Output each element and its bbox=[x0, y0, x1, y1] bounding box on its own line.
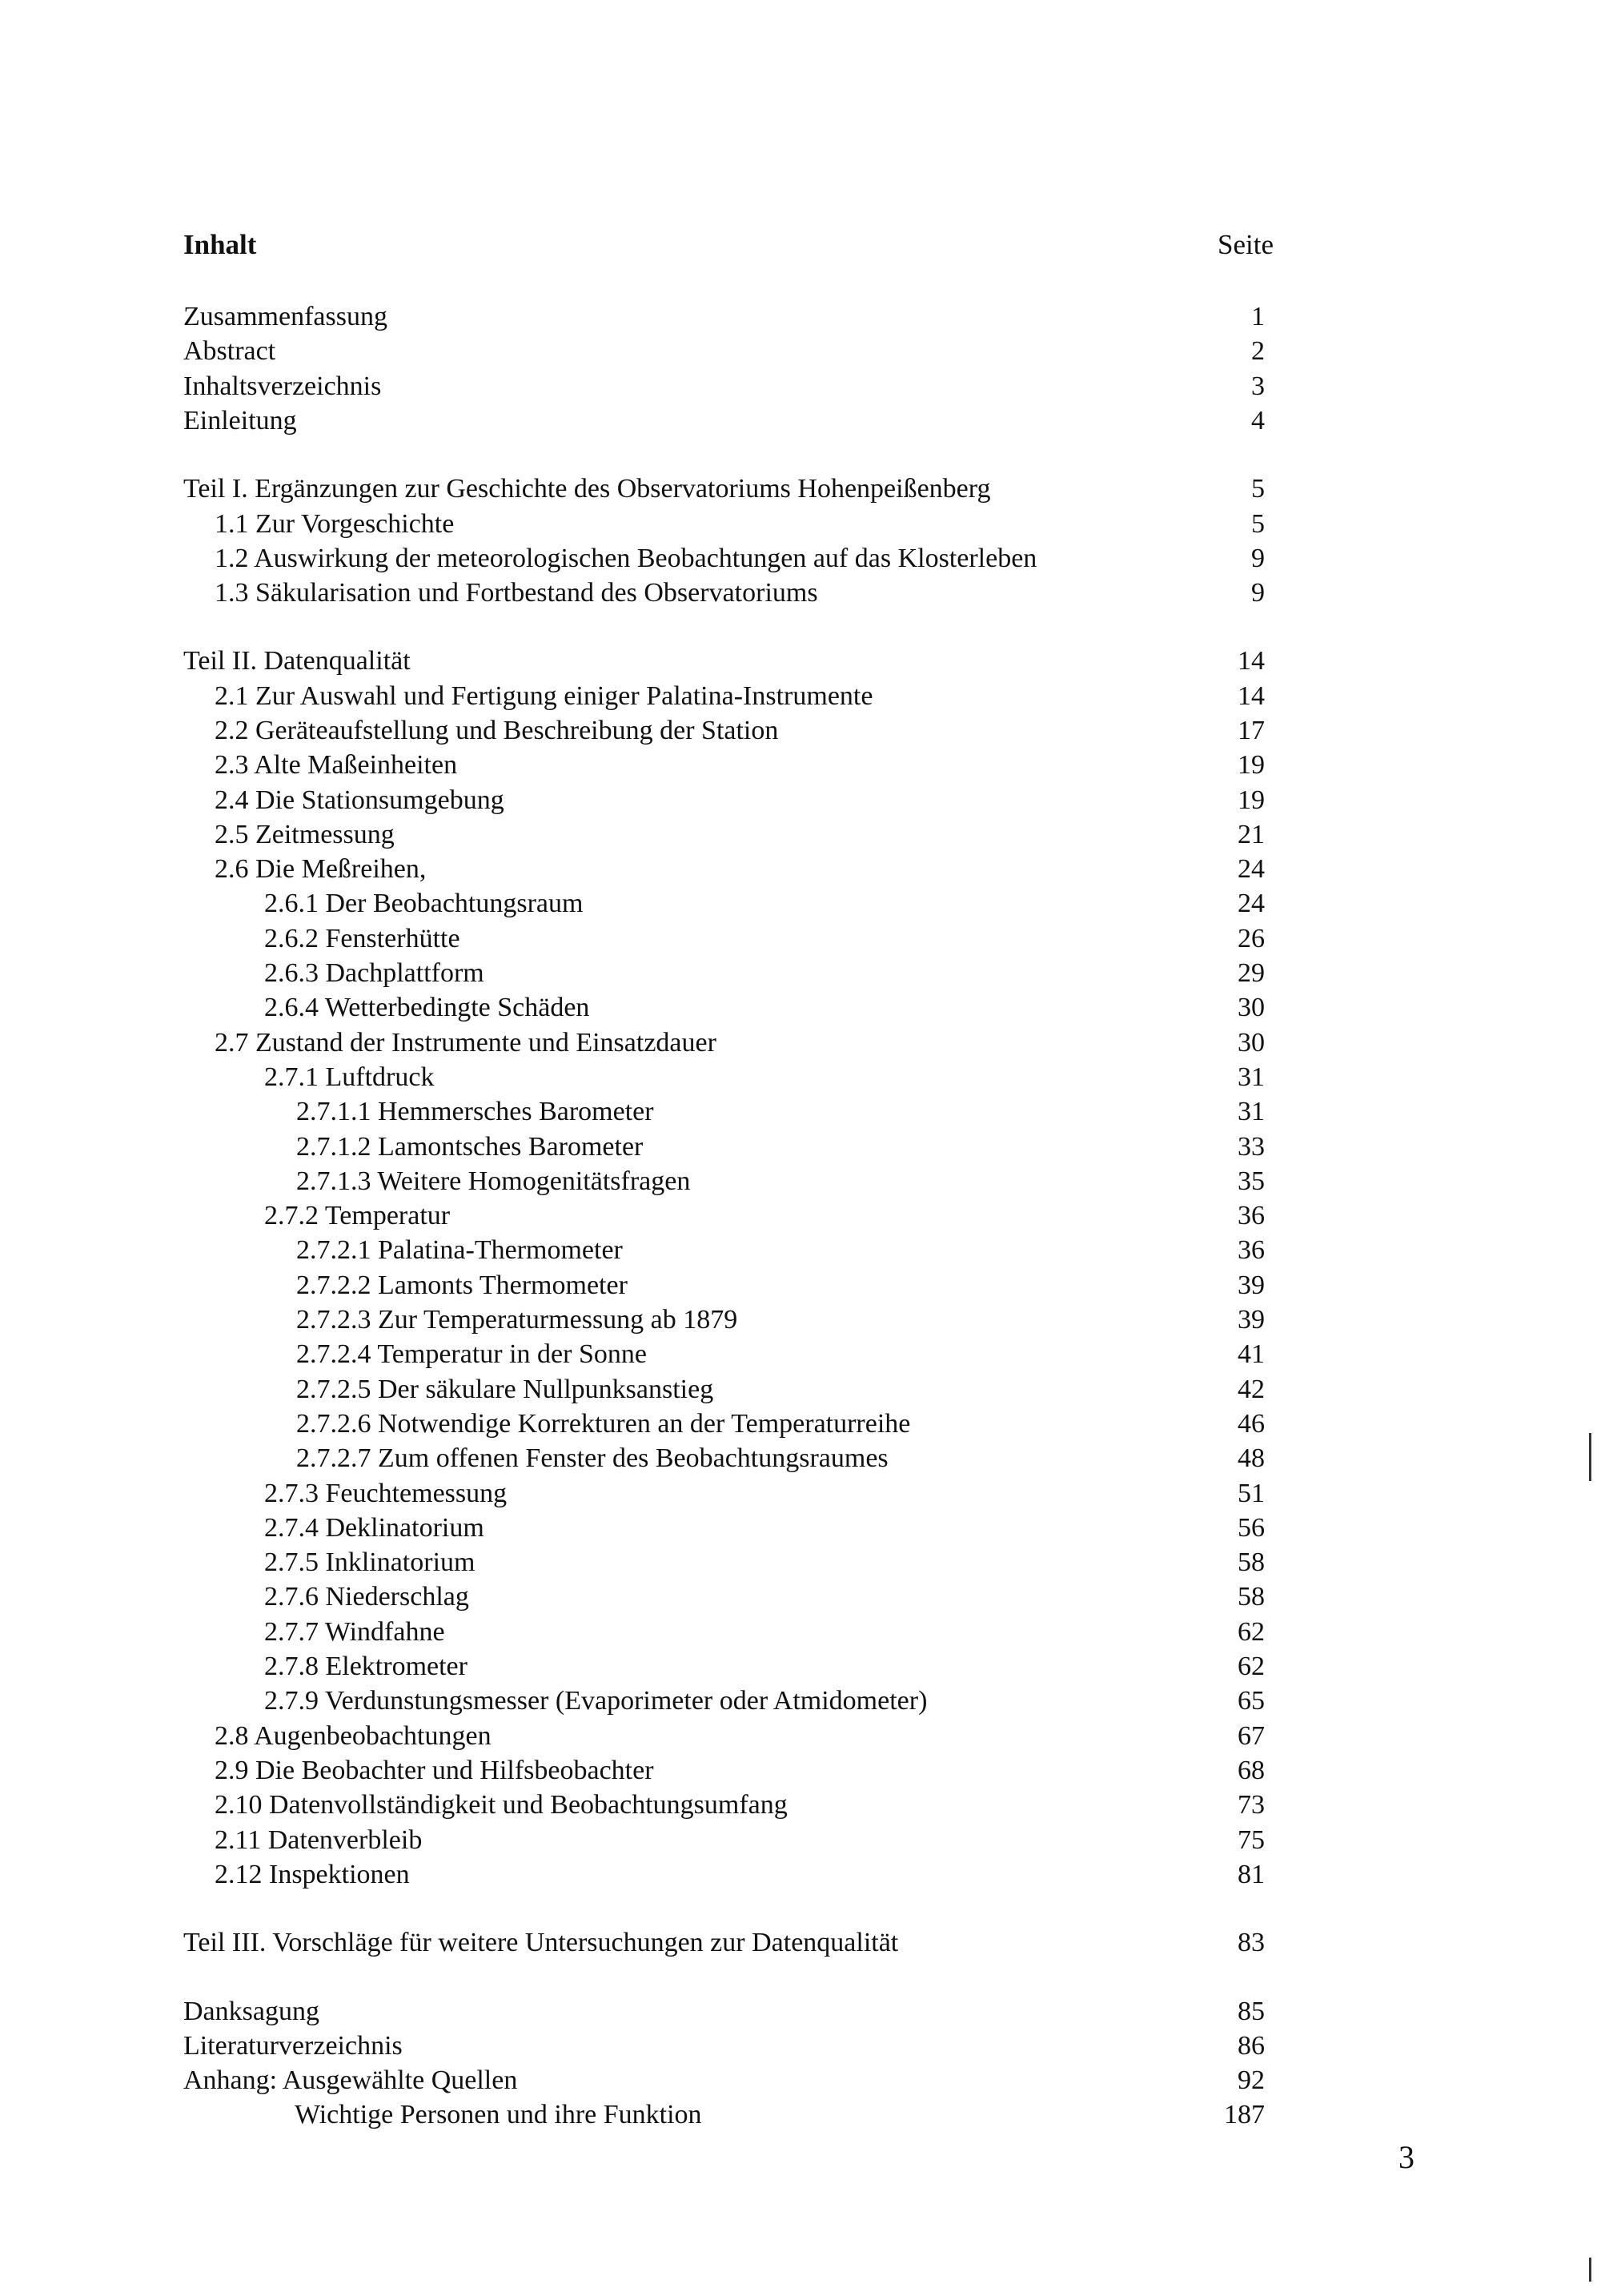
toc-entry bbox=[0, 507, 1601, 542]
toc-entry bbox=[0, 1372, 1601, 1407]
toc-entry-title: 2.7.4 Deklinatorium bbox=[264, 1513, 484, 1543]
toc-entry-page: 19 bbox=[1238, 750, 1265, 780]
toc-entry-title: 2.6 Die Meßreihen, bbox=[215, 854, 427, 884]
toc-entry bbox=[0, 886, 1601, 921]
toc-entry bbox=[0, 1925, 1601, 1961]
toc-entry bbox=[0, 713, 1601, 749]
toc-entry-title: 2.7.2.4 Temperatur in der Sonne bbox=[296, 1339, 647, 1369]
toc-entry-page: 46 bbox=[1238, 1409, 1265, 1439]
toc-entry-page: 51 bbox=[1238, 1479, 1265, 1508]
toc-entry-page: 48 bbox=[1238, 1443, 1265, 1473]
toc-entry-page: 33 bbox=[1238, 1132, 1265, 1162]
toc-entry bbox=[0, 1094, 1601, 1130]
toc-entry-page: 4 bbox=[1251, 406, 1265, 436]
toc-entry-title: 2.12 Inspektionen bbox=[215, 1860, 410, 1889]
toc-entry-title: 2.7.1.1 Hemmersches Barometer bbox=[296, 1097, 654, 1126]
toc-entry-page: 58 bbox=[1238, 1547, 1265, 1577]
toc-entry-page: 29 bbox=[1238, 958, 1265, 988]
toc-entry-page: 21 bbox=[1238, 820, 1265, 849]
toc-entry-title: 2.7.2 Temperatur bbox=[264, 1201, 451, 1230]
toc-entry bbox=[0, 541, 1601, 576]
toc-entry-title: Inhaltsverzeichnis bbox=[183, 371, 382, 401]
toc-entry bbox=[0, 990, 1601, 1026]
toc-entry-title: 2.7.2.3 Zur Temperaturmessung ab 1879 bbox=[296, 1305, 738, 1335]
toc-entry bbox=[0, 2063, 1601, 2098]
toc-entry bbox=[0, 2029, 1601, 2064]
toc-entry bbox=[0, 921, 1601, 957]
toc-entry-page: 36 bbox=[1238, 1235, 1265, 1265]
toc-entry-page: 31 bbox=[1238, 1062, 1265, 1092]
toc-entry-page: 75 bbox=[1238, 1825, 1265, 1855]
toc-entry-page: 39 bbox=[1238, 1305, 1265, 1335]
toc-entry-title: Abstract bbox=[183, 336, 276, 366]
toc-entry bbox=[0, 576, 1601, 611]
toc-entry bbox=[0, 1268, 1601, 1303]
toc-entry bbox=[0, 369, 1601, 404]
toc-entry-title: Literaturverzeichnis bbox=[183, 2031, 403, 2061]
toc-entry-page: 30 bbox=[1238, 1028, 1265, 1058]
toc-entry bbox=[0, 852, 1601, 887]
toc-entry bbox=[0, 1649, 1601, 1684]
toc-entry bbox=[0, 1788, 1601, 1823]
toc-entry-page: 81 bbox=[1238, 1860, 1265, 1889]
toc-entry-page: 1 bbox=[1251, 302, 1265, 331]
toc-entry bbox=[0, 1580, 1601, 1615]
toc-entry-title: Einleitung bbox=[183, 406, 297, 436]
toc-heading: Inhalt bbox=[183, 229, 257, 260]
toc-entry-page: 26 bbox=[1238, 924, 1265, 953]
toc-entry bbox=[0, 1511, 1601, 1546]
toc-entry-title: Wichtige Personen und ihre Funktion bbox=[295, 2100, 702, 2129]
toc-entry bbox=[0, 956, 1601, 991]
toc-entry-page: 92 bbox=[1238, 2065, 1265, 2095]
toc-entry-title: 2.6.3 Dachplattform bbox=[264, 958, 484, 988]
toc-entry-title: 2.7.5 Inklinatorium bbox=[264, 1547, 475, 1577]
toc-entry bbox=[0, 1615, 1601, 1650]
toc-entry-page: 17 bbox=[1238, 716, 1265, 745]
toc-entry bbox=[0, 1476, 1601, 1511]
page-number: 3 bbox=[1398, 2139, 1414, 2175]
toc-entry bbox=[0, 1823, 1601, 1858]
toc-entry-title: Zusammenfassung bbox=[183, 302, 387, 331]
scan-mark bbox=[1589, 2258, 1591, 2282]
toc-entry-title: 1.3 Säkularisation und Fortbestand des Observatoriums bbox=[215, 578, 818, 608]
toc-entry-title: 2.4 Die Stationsumgebung bbox=[215, 785, 504, 815]
toc-entry-title: 2.7.3 Feuchtemessung bbox=[264, 1479, 508, 1508]
toc-entry-title: 2.6.4 Wetterbedingte Schäden bbox=[264, 993, 590, 1022]
toc-entry bbox=[0, 1233, 1601, 1268]
toc-entry-page: 67 bbox=[1238, 1721, 1265, 1751]
toc-entry-page: 187 bbox=[1224, 2100, 1265, 2129]
toc-entry bbox=[0, 817, 1601, 853]
toc-entry bbox=[0, 1130, 1601, 1165]
toc-entry bbox=[0, 1994, 1601, 2029]
toc-entry-page: 5 bbox=[1251, 509, 1265, 539]
toc-entry-title: 2.7.2.5 Der säkulare Nullpunksanstieg bbox=[296, 1375, 714, 1404]
toc-entry-page: 9 bbox=[1251, 578, 1265, 608]
toc-entry-title: Teil II. Datenqualität bbox=[183, 646, 411, 676]
toc-entry bbox=[0, 783, 1601, 818]
toc-entry-page: 5 bbox=[1251, 474, 1265, 504]
toc-entry bbox=[0, 1337, 1601, 1372]
toc-entry-title: 2.6.2 Fensterhütte bbox=[264, 924, 460, 953]
toc-entry-page: 68 bbox=[1238, 1756, 1265, 1785]
toc-entry-title: 2.8 Augenbeobachtungen bbox=[215, 1721, 492, 1751]
toc-entry-title: 2.7.2.6 Notwendige Korrekturen an der Temperaturreihe bbox=[296, 1409, 911, 1439]
toc-entry-title: 2.7.9 Verdunstungsmesser (Evaporimeter oder Atmidometer) bbox=[264, 1686, 928, 1716]
toc-entry-page: 24 bbox=[1238, 889, 1265, 918]
toc-entry bbox=[0, 1198, 1601, 1234]
toc-entry bbox=[0, 1753, 1601, 1788]
toc-entry-page: 19 bbox=[1238, 785, 1265, 815]
toc-entry-title: 2.7.2.7 Zum offenen Fenster des Beobachtungsraumes bbox=[296, 1443, 889, 1473]
toc-entry bbox=[0, 1857, 1601, 1893]
toc-entry bbox=[0, 2097, 1601, 2133]
toc-entry-page: 56 bbox=[1238, 1513, 1265, 1543]
toc-entry-page: 30 bbox=[1238, 993, 1265, 1022]
toc-entry-title: 2.7.2.2 Lamonts Thermometer bbox=[296, 1270, 628, 1300]
toc-entry-title: 2.2 Geräteaufstellung und Beschreibung der Station bbox=[215, 716, 779, 745]
toc-entry-page: 65 bbox=[1238, 1686, 1265, 1716]
toc-entry bbox=[0, 1026, 1601, 1061]
toc-entry-page: 14 bbox=[1238, 646, 1265, 676]
toc-entry-page: 35 bbox=[1238, 1166, 1265, 1196]
toc-entry-title: Teil I. Ergänzungen zur Geschichte des Observatoriums Hohenpeißenberg bbox=[183, 474, 991, 504]
toc-entry-title: Teil III. Vorschläge für weitere Untersuchungen zur Datenqualität bbox=[183, 1928, 899, 1957]
toc-entry-title: 2.9 Die Beobachter und Hilfsbeobachter bbox=[215, 1756, 654, 1785]
toc-entry-title: 2.7.7 Windfahne bbox=[264, 1617, 445, 1647]
toc-entry-title: 2.7.1.3 Weitere Homogenitätsfragen bbox=[296, 1166, 691, 1196]
toc-entry-title: Anhang: Ausgewählte Quellen bbox=[183, 2065, 518, 2095]
toc-entry-title: 2.7.2.1 Palatina-Thermometer bbox=[296, 1235, 623, 1265]
toc-entry-title: 2.6.1 Der Beobachtungsraum bbox=[264, 889, 584, 918]
toc-entry-page: 86 bbox=[1238, 2031, 1265, 2061]
toc-entry bbox=[0, 334, 1601, 369]
scan-mark bbox=[1589, 1433, 1591, 1481]
toc-entry bbox=[0, 472, 1601, 507]
toc-entry-title: 1.2 Auswirkung der meteorologischen Beobachtungen auf das Klosterleben bbox=[215, 544, 1037, 573]
toc-entry-title: 2.3 Alte Maßeinheiten bbox=[215, 750, 458, 780]
toc-entry-page: 39 bbox=[1238, 1270, 1265, 1300]
toc-entry bbox=[0, 1719, 1601, 1754]
toc-entry-title: 2.7.6 Niederschlag bbox=[264, 1582, 469, 1612]
toc-entry-title: 2.1 Zur Auswahl und Fertigung einiger Palatina-Instrumente bbox=[215, 681, 873, 711]
toc-entry-title: Danksagung bbox=[183, 1997, 319, 2026]
toc-entry-page: 85 bbox=[1238, 1997, 1265, 2026]
toc-entry-title: 2.10 Datenvollständigkeit und Beobachtungsumfang bbox=[215, 1790, 788, 1820]
toc-entry-page: 58 bbox=[1238, 1582, 1265, 1612]
toc-entry-page: 24 bbox=[1238, 854, 1265, 884]
toc-entry-page: 62 bbox=[1238, 1652, 1265, 1681]
toc-entry bbox=[0, 679, 1601, 714]
page-column-heading: Seite bbox=[1218, 229, 1274, 260]
toc-entry bbox=[0, 1684, 1601, 1719]
toc-entry-page: 14 bbox=[1238, 681, 1265, 711]
toc-entry-title: 2.7.1 Luftdruck bbox=[264, 1062, 435, 1092]
toc-entry-title: 2.7 Zustand der Instrumente und Einsatzdauer bbox=[215, 1028, 716, 1058]
toc-entry bbox=[0, 748, 1601, 783]
toc-entry-page: 2 bbox=[1251, 336, 1265, 366]
toc-entry-page: 41 bbox=[1238, 1339, 1265, 1369]
toc-entry-page: 73 bbox=[1238, 1790, 1265, 1820]
toc-entry bbox=[0, 1164, 1601, 1199]
toc-entry-title: 2.11 Datenverbleib bbox=[215, 1825, 423, 1855]
toc-entry bbox=[0, 1060, 1601, 1095]
toc-entry-page: 31 bbox=[1238, 1097, 1265, 1126]
toc-entry-title: 2.5 Zeitmessung bbox=[215, 820, 395, 849]
toc-entry-page: 83 bbox=[1238, 1928, 1265, 1957]
toc-entry-title: 1.1 Zur Vorgeschichte bbox=[215, 509, 455, 539]
toc-entry bbox=[0, 1441, 1601, 1476]
toc-entry-page: 9 bbox=[1251, 544, 1265, 573]
toc-entry bbox=[0, 1303, 1601, 1338]
toc-entry bbox=[0, 1545, 1601, 1580]
toc-entry bbox=[0, 403, 1601, 439]
toc-entry bbox=[0, 299, 1601, 335]
toc-entry bbox=[0, 644, 1601, 679]
toc-entry bbox=[0, 1407, 1601, 1442]
toc-entry-title: 2.7.8 Elektrometer bbox=[264, 1652, 467, 1681]
toc-entry-title: 2.7.1.2 Lamontsches Barometer bbox=[296, 1132, 644, 1162]
toc-entry-page: 3 bbox=[1251, 371, 1265, 401]
toc-entry-page: 36 bbox=[1238, 1201, 1265, 1230]
toc-entry-page: 42 bbox=[1238, 1375, 1265, 1404]
toc-entry-page: 62 bbox=[1238, 1617, 1265, 1647]
